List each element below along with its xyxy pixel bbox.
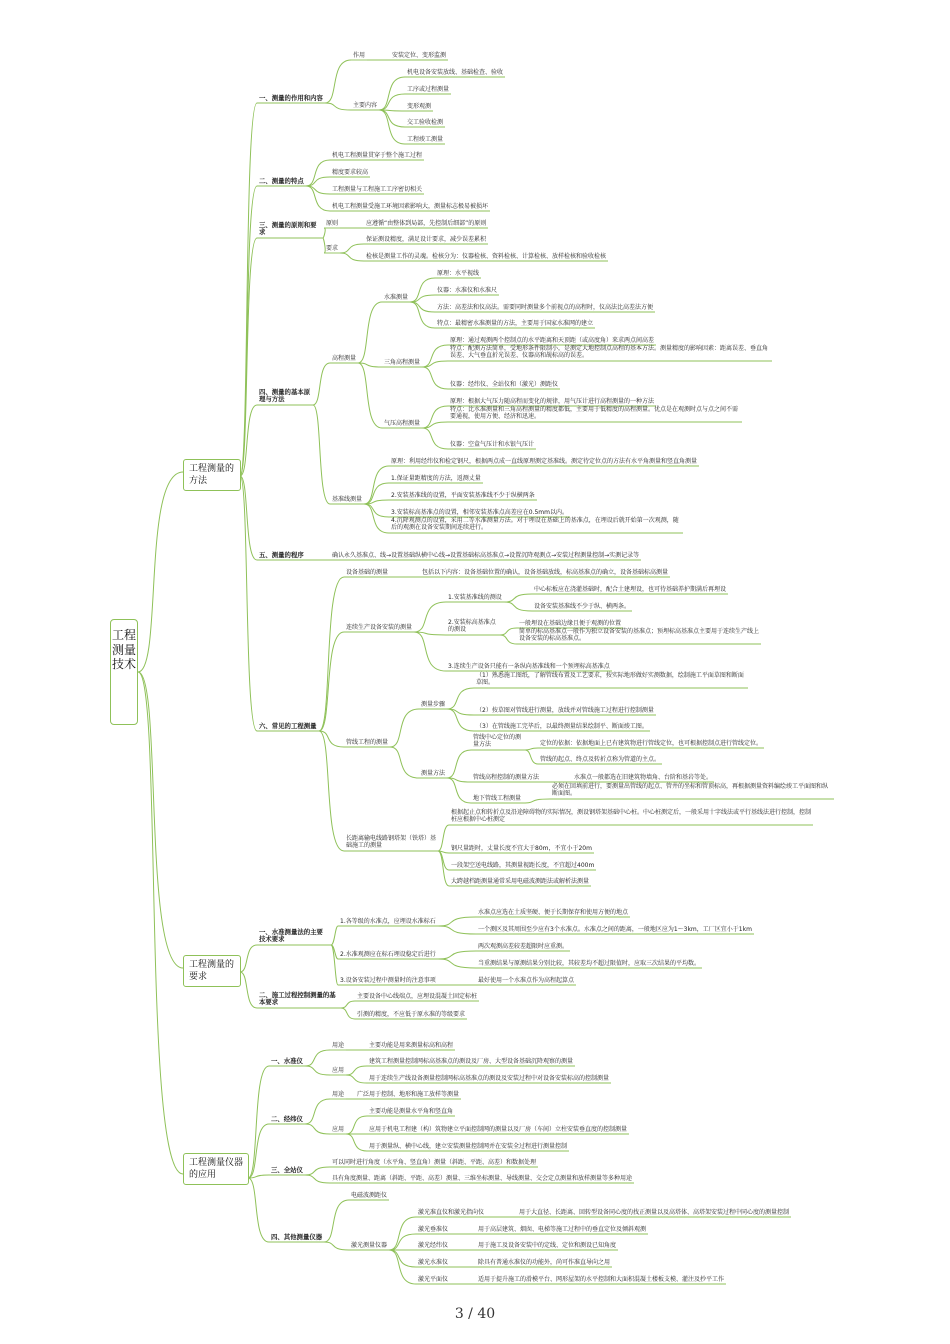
link-m3b-m3b1 — [340, 244, 364, 253]
link-m4a3-m4a3c — [422, 428, 448, 449]
node-i4b3a: 用于施工及设备安装中的定线、定位和测设已知角度 — [478, 1242, 617, 1249]
node-r2: 二、施工过程控制测量的基本要求 — [259, 991, 336, 1007]
link-i3-i3a — [305, 1167, 330, 1175]
node-r1b1: 两次观测高差较差超限时应重测。 — [478, 943, 569, 950]
node-i4: 四、其他测量仪器 — [271, 1233, 323, 1241]
node-m6: 六、常见的工程测量 — [259, 722, 317, 730]
node-m5a: 确认永久基准点、线→设置基础纵横中心线→设置基础标高基准点→设置沉降观测点→安装过程测量控制→实测记录等 — [332, 552, 640, 559]
node-i4b3: 激光经纬仪 — [418, 1242, 449, 1249]
link-m1b-m1b4 — [379, 110, 405, 127]
link-i4b-i4b2 — [389, 1234, 416, 1250]
node-m1b2: 工序或过程测量 — [407, 86, 450, 93]
link-m6-m6b — [319, 632, 344, 731]
node-m6b2: 2.安装标高基准点的测设 — [448, 619, 496, 634]
node-m6d: 长距离输电线路钢塔架（铁塔）基础施工的测量 — [346, 835, 437, 850]
link-m6d-m6d4 — [438, 851, 449, 886]
link-m4a3-m4a3a — [422, 406, 448, 428]
node-m6b: 连续生产设备安装的测量 — [346, 624, 413, 631]
node-m2c: 工程测量与工程施工工序密切相关 — [332, 186, 423, 193]
node-r1a: 1.各等级的水准点，应埋设水准标石 — [340, 918, 436, 925]
node-r1c: 3.设备安装过程中测量时的注意事项 — [340, 977, 436, 984]
node-m6c1c: （3）在管线施工完毕后，以最终测量结果绘制平、断面竣工图。 — [476, 723, 648, 730]
link-m4a2-m4a2a — [422, 345, 448, 367]
link-m4b-m4b5 — [364, 504, 389, 533]
node-i1b2: 用于连续生产线设备测量控制网标高基准点的测设及安装过程中对设备安装标高的控制测量 — [369, 1075, 610, 1082]
link-m1-m1a — [325, 60, 351, 103]
node-i4b: 激光测量仪器 — [351, 1242, 388, 1249]
root-link-0 — [138, 472, 183, 672]
branch-instruments: 工程测量仪器的应用 — [183, 1153, 249, 1185]
node-m1a: 作用 — [353, 52, 366, 59]
node-m3: 三、测量的原则和要求 — [259, 221, 317, 237]
node-m6c2: 测量方法 — [421, 770, 446, 777]
node-m1: 一、测量的作用和内容 — [259, 94, 323, 102]
node-i2b1: 主要功能是测量水平角和竖直角 — [369, 1108, 454, 1115]
node-m6c2b1: 水准点一般都选在旧建筑物墙角、台阶和基岩等处。 — [574, 774, 713, 781]
link-i2-i2a — [305, 1099, 330, 1124]
link-r1b-r1b1 — [438, 951, 476, 959]
link-i1-i1a — [305, 1050, 330, 1066]
node-i4b1: 激光准直仪和激光指向仪 — [418, 1209, 485, 1216]
link-m4b-m4b1 — [364, 466, 389, 504]
link-i2b-i2b3 — [346, 1134, 367, 1151]
link-m4b-m4b3 — [364, 500, 389, 504]
node-m1b5: 工程竣工测量 — [407, 136, 444, 143]
node-i1b1: 建筑工程测量控制网标高基准点的测设及厂房、大型设备基础沉降观察的测量 — [369, 1058, 574, 1065]
link-m3b-m3b2 — [340, 253, 364, 261]
link-i4-i4b — [324, 1242, 349, 1250]
link-m6c1-m6c1a — [447, 688, 474, 709]
node-m6c2a2: 管线的起点、终点及转折点称为管道的主点。 — [540, 756, 661, 763]
node-m6c2a: 管线中心定位的测量方法 — [473, 734, 522, 749]
link-m3-m3a — [323, 228, 325, 238]
root-link-2 — [138, 672, 183, 1174]
node-m6d1: 根据起止点和转折点及沿途障碍物的实际情况，测设钢塔架基础中心桩。中心桩测定后，一般采用十字线法或平行基线法进行控制，控制桩应根据中心桩测定 — [451, 809, 812, 824]
node-i1b: 应用 — [332, 1067, 345, 1074]
node-m2b: 精度要求较高 — [332, 169, 369, 176]
branch-link-r2 — [240, 972, 257, 1008]
link-i1b-i1b2 — [346, 1075, 367, 1083]
node-m6c2c: 地下管线工程测量 — [473, 795, 522, 802]
node-m6a1: 包括以下内容：设备基础位置的确认，设备基础放线，标高基准点的确立，设备基础标高测量 — [422, 569, 669, 576]
node-i4b4: 激光水准仪 — [418, 1259, 449, 1266]
link-m1b-m1b2 — [379, 94, 405, 110]
node-m6c1: 测量步骤 — [421, 701, 446, 708]
node-m4a: 高程测量 — [332, 355, 357, 362]
node-m3a1: 应遵循“由整体到局部，先控制后细部”的原则 — [366, 220, 487, 227]
link-m6-m6d — [319, 731, 344, 851]
link-m6c2-m6c2a — [447, 750, 471, 778]
link-i4b-i4b4 — [389, 1250, 416, 1267]
link-m6c-m6c1 — [390, 709, 419, 747]
node-m6d3: 一段架空送电线路，其测量视距长度，不宜超过400m — [451, 862, 595, 869]
node-i1a1: 主要功能是用来测量标高和高程 — [369, 1042, 454, 1049]
node-m6b1a: 中心标板应在浇灌基础时，配合土建埋设，也可待基础养护期满后再埋设 — [534, 586, 727, 593]
node-m4b5: 4.沉降观测点的设置，采用二等水准测量方法。对于埋设在基础上的基准点，在埋设后就开始第一次观测，随后的观测在设备安装期间连续进行。 — [391, 517, 679, 532]
node-m6c2b: 管线高程控制的测量方法 — [473, 774, 540, 781]
node-i3a: 可以同时进行角度（水平角、竖直角）测量（斜距、平距、高差）和数据处理 — [332, 1159, 537, 1166]
link-r1-r1a — [331, 926, 338, 945]
node-m4a1: 水准测量 — [384, 294, 409, 301]
node-i4b5a: 适用于提升施工的滑模平台、网形屋架的水平控制和大面积混凝土楼板支模、灌注及抄平工作 — [478, 1276, 725, 1283]
link-m4a1-m4a1d — [410, 302, 435, 328]
link-m6d-m6d3 — [438, 851, 449, 870]
node-i2: 二、经纬仪 — [271, 1115, 303, 1123]
link-i2b-i2b1 — [346, 1116, 367, 1134]
node-m4a3c: 仪器：空盒气压计和水银气压计 — [450, 441, 535, 448]
link-i4b-i4b1 — [389, 1217, 416, 1250]
node-m1a1: 安装定位、变形监测 — [392, 52, 447, 59]
node-i4b2a: 用于高层建筑、烟囱、电梯等施工过程中的垂直定位及倾斜观测 — [478, 1226, 647, 1233]
node-m4: 四、测量的基本原理与方法 — [259, 388, 311, 404]
link-r2-r2a — [341, 1001, 355, 1008]
node-m6c1a: （1）熟悉施工图纸，了解管线布置及工艺要求，按实际地形做好实测数据，绘制施工平面草图和断面草图。 — [476, 672, 744, 687]
link-m2-m2a — [306, 160, 330, 186]
node-m4a3b: 特点：比水准测量和三角高程测量的精度都低，主要用于低精度的高程测量。优点是在观测时点与点之间不需要通视，使用方便、经济和迅速。 — [450, 406, 739, 421]
node-m4a2b: 特点：配测方法简单，受地形条件限制小，是测定大地控制点高程的基本方法。测量精度的影响因素：距离误差、垂直角误差、大气垂直折光误差、仪器高和觇标高的误差。 — [450, 345, 769, 360]
root-node: 工程测量技术 — [110, 619, 138, 725]
link-i1b-i1b1 — [346, 1066, 367, 1075]
node-m6b1b: 设备安装基准线不少于纵、横两条。 — [534, 603, 631, 610]
node-r1a1: 水准点应选在土质坚硬、便于长期保存和使用方便的地点 — [478, 909, 629, 916]
node-i2b2: 应用于机电工程建（构）筑物建立平面控制网的测量以及厂房（车间）立柱安装垂直度的控制测量 — [369, 1126, 628, 1133]
link-m6c-m6c2 — [390, 747, 419, 778]
node-r1: 一、水准测量法的主要技术要求 — [259, 928, 323, 944]
node-m4b4: 3.安装标高基准点的设置，相邻安装基准点高差应在0.5mm以内。 — [391, 509, 568, 516]
link-m6b1-m6b1b — [504, 602, 532, 611]
node-i4a: 电磁波测距仪 — [351, 1192, 388, 1199]
node-m3b2: 检核是测量工作的灵魂。检核分为：仪器检核、资料检核、计算检核、放样检核和验收检核 — [366, 253, 607, 260]
node-m1b3: 变形观测 — [407, 103, 432, 110]
node-m6d2: 钢尺量距时，丈量长度不宜大于80m，不宜小于20m — [451, 845, 592, 852]
branch-requirements: 工程测量的要求 — [183, 955, 241, 987]
link-m4b-m4b4 — [364, 504, 389, 517]
node-r2a: 主要设备中心线端点，应埋设混凝土固定标桩 — [357, 993, 478, 1000]
link-m1-m1b — [325, 103, 351, 110]
node-i3: 三、全站仪 — [271, 1166, 303, 1174]
link-r1a-r1a2 — [438, 926, 476, 934]
link-m6d-m6d1 — [438, 825, 449, 851]
node-m6c2a1: 定位的依据：依据地面上已有建筑物进行管线定位，也可根据控制点进行管线定位。 — [540, 740, 763, 747]
link-m6c1-m6c1c — [447, 709, 474, 731]
node-m6a: 设备基础的测量 — [346, 569, 389, 576]
link-m6b2-m6b2a — [500, 628, 517, 635]
node-i1a: 用途 — [332, 1042, 345, 1049]
node-m4a2a: 原理：通过观测两个控制点的水平距离和天顶距（或高度角）来求两点间高差 — [450, 337, 655, 344]
branch-methods: 工程测量的方法 — [183, 459, 241, 491]
node-m6c: 管线工程的测量 — [346, 739, 389, 746]
node-r1c1: 最好使用一个水准点作为高程起算点 — [478, 977, 575, 984]
link-i1-i1b — [305, 1066, 330, 1075]
link-m6b2-m6b2b — [500, 635, 517, 644]
node-i4b2: 激光垂准仪 — [418, 1226, 449, 1233]
node-m6b2a: 一般埋设在基础边缘且便于观测的位置 — [519, 620, 622, 627]
link-m4-m4b — [313, 405, 330, 504]
link-m1b-m1b1 — [379, 77, 405, 110]
branch-link-m5 — [240, 476, 257, 560]
branch-link-m6 — [240, 476, 257, 731]
node-m6b1: 1.安装基准线的测设 — [448, 594, 502, 601]
node-m4b: 基准线测量 — [332, 496, 363, 503]
node-r2b: 引测的精度，不应低于原水准的等级要求 — [357, 1011, 466, 1018]
link-r1b-r1b2 — [438, 959, 476, 968]
node-m2: 二、测量的特点 — [259, 177, 304, 185]
branch-link-r1 — [240, 945, 257, 972]
node-m3a: 原则 — [326, 220, 339, 227]
node-i2b3: 用于测量纵、横中心线，建立安装测量控制网并在安装全过程进行测量控制 — [369, 1143, 568, 1150]
link-m4-m4a — [313, 363, 330, 405]
node-r1b: 2.水准观测应在标石埋设稳定后进行 — [340, 951, 436, 958]
link-m6-m6c — [319, 731, 344, 747]
link-m6c2c-m6c2c1 — [523, 799, 550, 803]
link-m6b-m6b1 — [414, 602, 446, 632]
node-m1b1: 机电设备安装放线、基础检查、验收 — [407, 69, 504, 76]
link-m4a-m4a1 — [358, 302, 382, 363]
node-m4a2c: 仪器：经纬仪、全站仪和（激光）测距仪 — [450, 381, 559, 388]
node-m4b3: 2.安装基准线的设置，平面安装基准线不少于纵横两条 — [391, 492, 535, 499]
node-m4a1a: 原理：水平视线 — [437, 270, 480, 277]
link-r2-r2b — [341, 1008, 355, 1019]
node-m4a1b: 仪器：水准仪和水准尺 — [437, 287, 498, 294]
branch-link-i2 — [248, 1124, 269, 1178]
node-m1b: 主要内容 — [353, 102, 378, 109]
link-i4-i4a — [324, 1200, 349, 1242]
node-i3b: 具有角度测量、距离（斜距、平距、高差）测量、三维坐标测量、导线测量、交会定点测量和放样测量等多种用途 — [332, 1175, 633, 1182]
node-m2a: 机电工程测量贯穿于整个施工过程 — [332, 152, 423, 159]
node-m6c2c1: 必须在回填前进行，要测量出管线的起点、管井的坐标和管顶标高，再根据测量资料编绘竣工平面图和纵断面图。 — [552, 783, 829, 798]
node-m4b2: 1.保证量距精度的方法，返测丈量 — [391, 475, 481, 482]
link-m4a2-m4a2c — [422, 367, 448, 389]
page-number: 3 / 40 — [454, 1306, 496, 1322]
node-m4a1d: 特点：最精密水准测量的方法，主要用于国家水准网的建立 — [437, 320, 594, 327]
node-m6c1b: （2）按草图对管线进行测量，放线并对管线施工过程进行控制测量 — [476, 707, 654, 714]
link-m4a1-m4a1c — [410, 302, 435, 312]
link-m2-m2d — [306, 186, 330, 211]
node-m6b2b: 简单的标高基准点一般作为独立设备安装的基准点；预埋标高基准点主要用于连续生产线上设备安装的标高基准点。 — [519, 628, 760, 643]
root-link-1 — [138, 672, 183, 968]
node-i2b: 应用 — [332, 1126, 345, 1133]
node-m6d4: 大跨越档距测量通常采用电磁波测距法或解析法测量 — [451, 878, 590, 885]
link-i3-i3b — [305, 1175, 330, 1183]
node-m2d: 机电工程测量受施工环境因素影响大，测量标志极易被损坏 — [332, 203, 489, 210]
link-m6c2a-m6c2a1 — [525, 748, 538, 750]
node-m1b4: 交工验收检测 — [407, 119, 444, 126]
node-m4a3: 气压高程测量 — [384, 420, 421, 427]
link-m6b1-m6b1a — [504, 594, 532, 602]
node-i4b1a: 用于大直径、长距离、回转型设备同心度的找正测量以及高塔体、高塔架安装过程中同心度的测量控制 — [519, 1209, 790, 1216]
node-i4b4a: 除具有普通水准仪的功能外，尚可作准直导向之用 — [478, 1259, 611, 1266]
node-m3b: 要求 — [326, 245, 339, 252]
node-i2a1: 广泛用于控制、地形和施工放样等测量 — [357, 1091, 460, 1098]
node-r1a2: 一个测区及其周围至少应有3个水准点。水准点之间的距离，一般地区应为1～3km，工厂区宜小于1km — [478, 926, 752, 933]
link-m4a-m4a3 — [358, 363, 382, 428]
link-m4a1-m4a1a — [410, 278, 435, 302]
link-r1a-r1a1 — [438, 917, 476, 926]
node-i4b5: 激光平面仪 — [418, 1276, 449, 1283]
link-m6c2a-m6c2a2 — [525, 750, 538, 764]
node-m3b1: 保证测设精度，满足设计要求，减少误差累积 — [366, 236, 487, 243]
node-m4a2: 三角高程测量 — [384, 359, 421, 366]
node-m5: 五、测量的程序 — [259, 551, 304, 559]
link-i2-i2b — [305, 1124, 330, 1134]
node-i2a: 用途 — [332, 1091, 345, 1098]
node-m4a3a: 原理：根据大气压力随高程而变化的规律，用气压计进行高程测量的一种方法 — [450, 398, 655, 405]
node-r1b2: 当重测结果与原测结果分别比较，其较差均不超过限值时，应取三次结果的平均数。 — [478, 960, 701, 967]
link-m6b-m6b3 — [414, 632, 446, 671]
link-m3-m3b — [323, 238, 325, 253]
branch-link-i4 — [248, 1178, 269, 1242]
branch-link-i1 — [248, 1066, 269, 1178]
node-m4a1c: 方法：高差法和仪高法。需要同时测量多个前视点的高程时，仪高法比高差法方便 — [437, 304, 654, 311]
node-m4b1: 原理：利用经纬仪和检定钢尺，根据两点成一直线原理测定基准线。测定待定位点的方法有水平角测量和竖直角测量 — [391, 458, 698, 465]
node-m6b3: 3.连续生产设备只能有一条纵向基准线和一个预埋标高基准点 — [448, 663, 610, 670]
node-i1: 一、水准仪 — [271, 1057, 303, 1065]
